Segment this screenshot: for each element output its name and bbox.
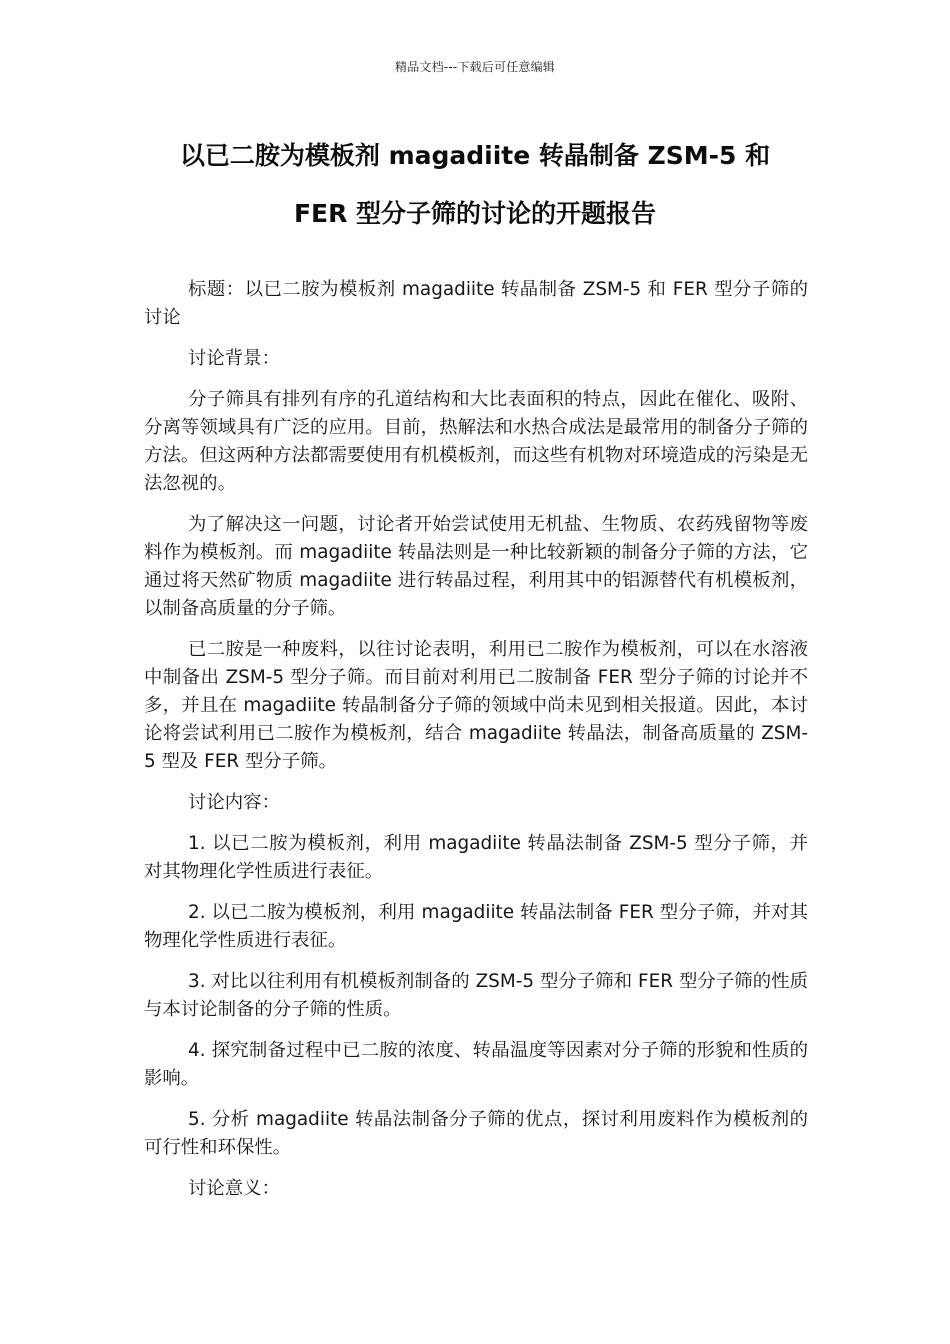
document-title-line-2: FER 型分子筛的讨论的开题报告 <box>293 199 657 228</box>
list-item-content-3: 3. 对比以往利用有机模板剂制备的 ZSM-5 型分子筛和 FER 型分子筛的性质与本讨论制备的分子筛的性质。 <box>144 971 808 1020</box>
section-heading-content: 讨论内容： <box>188 792 280 813</box>
header-note: 精品文档---下载后可任意编辑 <box>395 60 555 74</box>
list-item-content-5: 5. 分析 magadiite 转晶法制备分子筛的优点，探讨利用废料作为模板剂的可行性和环保性。 <box>144 1109 808 1158</box>
list-item-content-1: 1. 以已二胺为模板剂，利用 magadiite 转晶法制备 ZSM-5 型分子筛，并对其物理化学性质进行表征。 <box>144 833 808 882</box>
document-title-line-1: 以已二胺为模板剂 magadiite 转晶制备 ZSM-5 和 <box>179 141 771 170</box>
document-body <box>144 276 808 1216</box>
paragraph-background-1: 分子筛具有排列有序的孔道结构和大比表面积的特点，因此在催化、吸附、分离等领域具有广泛的应用。目前，热解法和水热合成法是最常用的制备分子筛的方法。但这两种方法都需要使用有机模板剂，而这些有机物对环境造成的污染是无法忽视的。 <box>144 389 808 494</box>
list-item-content-4: 4. 探究制备过程中已二胺的浓度、转晶温度等因素对分子筛的形貌和性质的影响。 <box>144 1040 808 1089</box>
section-heading-background: 讨论背景： <box>188 348 280 369</box>
list-item-content-2: 2. 以已二胺为模板剂，利用 magadiite 转晶法制备 FER 型分子筛，并对其物理化学性质进行表征。 <box>144 902 808 951</box>
paragraph-background-2: 为了解决这一问题，讨论者开始尝试使用无机盐、生物质、农药残留物等废料作为模板剂。而 magadiite 转晶法则是一种比较新颖的制备分子筛的方法，它通过将天然矿物质 magadiite 进行转晶过程，利用其中的铝源替代有机模板剂，以制备高质量的分子筛。 <box>144 514 808 619</box>
section-heading-significance: 讨论意义： <box>188 1178 280 1199</box>
paragraph-background-3: 已二胺是一种废料，以往讨论表明，利用已二胺作为模板剂，可以在水溶液中制备出 ZSM-5 型分子筛。而目前对利用已二胺制备 FER 型分子筛的讨论并不多，并且在 magadiite 转晶制备分子筛的领域中尚未见到相关报道。因此，本讨论将尝试利用已二胺作为模板剂，结合 magadiite 转晶法，制备高质量的 ZSM-5 型及 FER 型分子筛。 <box>144 639 808 772</box>
paragraph-title: 标题：以已二胺为模板剂 magadiite 转晶制备 ZSM-5 和 FER 型分子筛的讨论 <box>144 279 808 328</box>
